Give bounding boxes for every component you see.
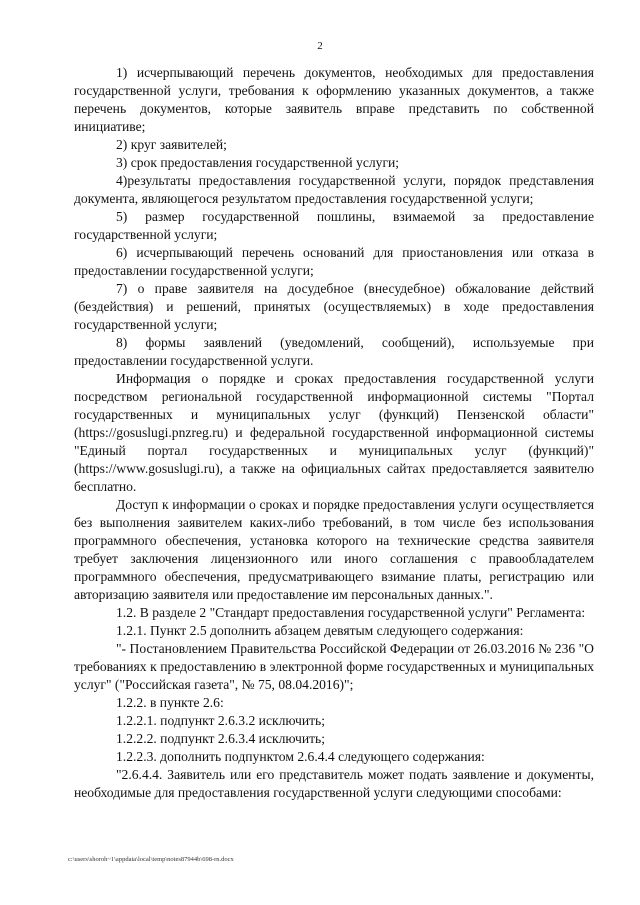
paragraph-access-info: Доступ к информации о сроках и порядке предоставления услуги осуществляется без выполнения заявителем каких-либо требований, в том числе без использования программного обеспечения, установка которого на технические средства заявителя требует заключения лицензионного или иного соглашения с правообладателем программного обеспечения, предусматривающего взимание платы, регистрацию или авторизацию заявителя или предоставление им персональных данных.". xyxy=(74,497,594,602)
paragraph-item-7: 7) о праве заявителя на досудебное (внесудебное) обжалование действий (бездействия) и решений, принятых (осуществляемых) в ходе предоставления государственной услуги; xyxy=(74,281,594,332)
paragraph-section-1-2: 1.2. В разделе 2 "Стандарт предоставления государственной услуги" Регламента: xyxy=(116,605,586,620)
paragraph-section-1-2-1: 1.2.1. Пункт 2.5 дополнить абзацем девятым следующего содержания: xyxy=(116,623,524,638)
paragraph-section-1-2-2-3: 1.2.2.3. дополнить подпунктом 2.6.4.4 следующего содержания: xyxy=(116,749,485,764)
paragraph-section-1-2-2: 1.2.2. в пункте 2.6: xyxy=(116,695,224,710)
paragraph-item-5: 5) размер государственной пошлины, взимаемой за предоставление государственной услуги; xyxy=(74,209,594,242)
paragraph-item-2: 2) круг заявителей; xyxy=(116,137,227,152)
document-body xyxy=(74,64,594,802)
paragraph-info-portals: Информация о порядке и сроках предоставления государственной услуги посредством региональной государственной информационной системы "Портал государственных и муниципальных услуг (функций) Пензенской области" (https://gosuslugi.pnzreg.ru) и федеральной государственной информационной системы "Единый портал государственных и муниципальных услуг (функций)" (https://www.gosuslugi.ru), а также на официальных сайтах предоставляется заявителю бесплатно. xyxy=(74,371,594,494)
paragraph-item-8: 8) формы заявлений (уведомлений, сообщений), используемые при предоставлении государственной услуги. xyxy=(74,335,594,368)
paragraph-section-1-2-2-2: 1.2.2.2. подпункт 2.6.3.4 исключить; xyxy=(116,731,326,746)
paragraph-item-1: 1) исчерпывающий перечень документов, необходимых для предоставления государственной услуги, требования к оформлению указанных документов, а также перечень документов, которые заявитель вправе представить по собственной инициативе; xyxy=(74,65,594,134)
paragraph-item-3: 3) срок предоставления государственной услуги; xyxy=(116,155,400,170)
paragraph-section-2-6-4-4: "2.6.4.4. Заявитель или его представитель может подать заявление и документы, необходимые для предоставления государственной услуги следующими способами: xyxy=(74,767,594,800)
page-number: 2 xyxy=(317,40,323,52)
paragraph-item-6: 6) исчерпывающий перечень оснований для приостановления или отказа в предоставлении государственной услуги; xyxy=(74,245,594,278)
paragraph-decree-quote: "- Постановлением Правительства Российской Федерации от 26.03.2016 № 236 "О требованиях к предоставлению в электронной форме государственных и муниципальных услуг" ("Российская газета", № 75, 08.04.2016)"; xyxy=(74,641,594,692)
paragraph-item-4: 4)результаты предоставления государственной услуги, порядок представления документа, являющегося результатом предоставления государственной услуги; xyxy=(74,173,594,206)
footer-file-path: c:\users\shoroh~1\appdata\local\temp\notes87944b\698-rn.docx xyxy=(68,856,234,863)
paragraph-section-1-2-2-1: 1.2.2.1. подпункт 2.6.3.2 исключить; xyxy=(116,713,326,728)
